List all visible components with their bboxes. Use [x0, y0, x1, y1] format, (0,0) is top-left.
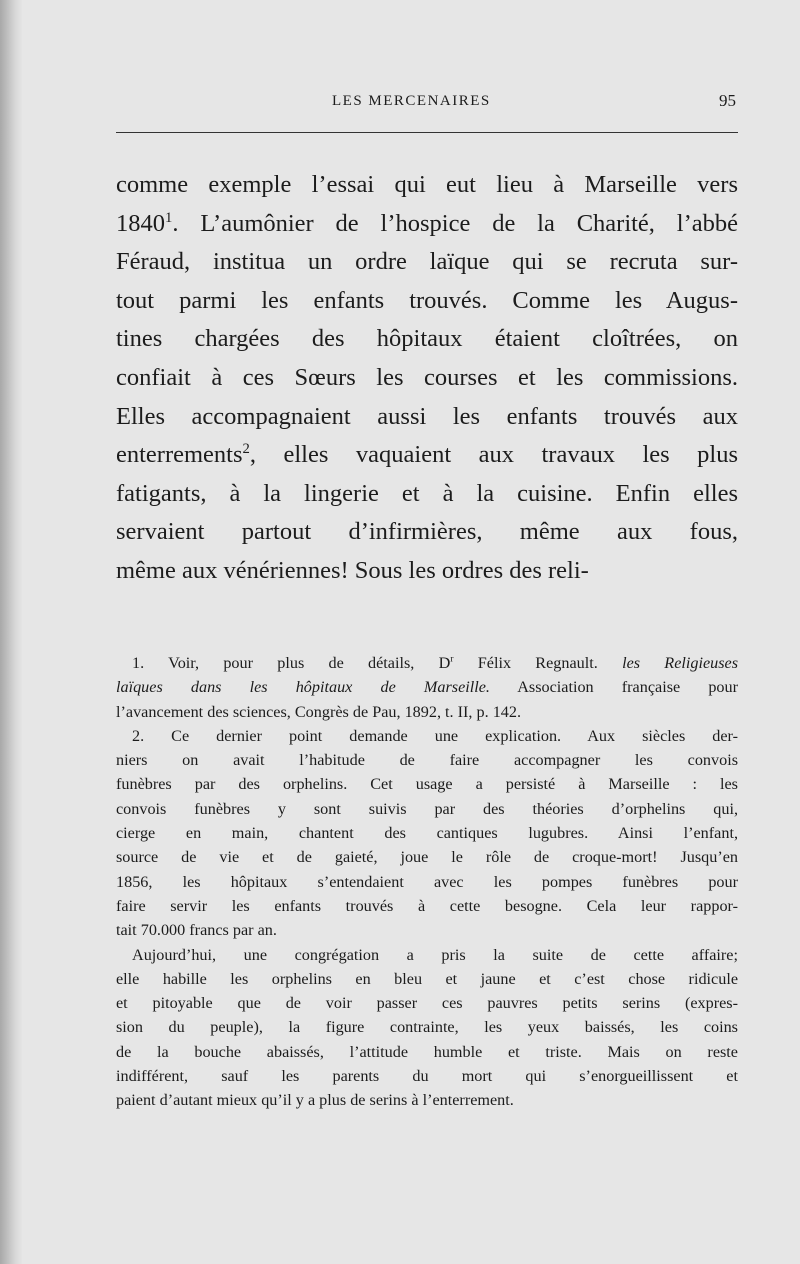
footnote-line: faire servir les enfants trouvés à cette besogne. Cela leur rappor- — [116, 896, 738, 915]
footnote-line: l’avancement des sciences, Congrès de Pau, 1892, t. II, p. 142. — [116, 702, 522, 721]
footnote-line: sion du peuple), la figure contrainte, les yeux baissés, les coins — [116, 1018, 738, 1037]
footnote-text: 1. Voir, pour plus de détails, D — [132, 654, 451, 672]
text-line: servaient partout d’infirmières, même aux fous, — [116, 518, 738, 546]
text-line: Elles accompagnaient aussi les enfants trouvés aux — [116, 402, 738, 430]
text-segment: enterrements — [116, 441, 243, 469]
footnote-italic: laïques dans les hôpitaux de Marseille. — [116, 678, 490, 697]
note-ref: 1 — [165, 209, 173, 226]
text-line: fatigants, à la lingerie et à la cuisine. Enfin elles — [116, 479, 738, 507]
text-line — [116, 436, 738, 475]
running-title: LES MERCENAIRES — [332, 93, 491, 109]
running-head — [116, 91, 736, 115]
text-line: comme exemple l’essai qui eut lieu à Marseille vers — [116, 171, 738, 198]
main-text — [116, 166, 738, 591]
footnote-line: tait 70.000 francs par an. — [116, 921, 277, 940]
footnote-line — [116, 651, 738, 675]
text-segment: , elles vaquaient aux travaux les plus — [249, 441, 738, 469]
footnote-text: Association française pour — [489, 678, 738, 697]
footnote-line: et pitoyable que de voir passer ces pauvres petits serins (expres- — [116, 994, 738, 1013]
footnote-line: 2. Ce dernier point demande une explication. Aux siècles der- — [132, 726, 738, 745]
text-segment: . L’aumônier de l’hospice de la Charité, l’abbé — [172, 209, 738, 237]
footnote-line: source de vie et de gaieté, joue le rôle de croque-mort! Jusqu’en — [116, 848, 738, 867]
footnote-line: funèbres par des orphelins. Cet usage a persisté à Marseille : les — [116, 775, 738, 794]
footnote-line — [116, 675, 738, 699]
text-line: tines chargées des hôpitaux étaient cloîtrées, on — [116, 325, 738, 353]
footnote-line: de la bouche abaissés, l’attitude humble et triste. Mais on reste — [116, 1042, 738, 1061]
text-line: même aux vénériennes! Sous les ordres des reli- — [116, 556, 589, 584]
footnote-line: 1856, les hôpitaux s’entendaient avec les pompes funèbres pour — [116, 872, 738, 891]
footnote-sup: r — [450, 653, 454, 665]
footnote-line: elle habille les orphelins en bleu et jaune et c’est chose ridicule — [116, 969, 738, 988]
page-number: 95 — [719, 91, 736, 110]
text-segment: 1840 — [116, 209, 165, 237]
footnote-line: cierge en main, chantent des cantiques lugubres. Ainsi l’enfant, — [116, 824, 738, 843]
header-rule — [116, 132, 738, 133]
footnote-text: Félix Regnault. — [453, 654, 598, 672]
page-gutter-shadow — [0, 0, 22, 1264]
text-line: Féraud, institua un ordre laïque qui se recruta sur- — [116, 248, 738, 276]
text-line: confiait à ces Sœurs les courses et les commissions. — [116, 363, 738, 391]
footnote-line: Aujourd’hui, une congrégation a pris la suite de cette affaire; — [132, 945, 738, 964]
footnote-line: convois funèbres y sont suivis par des théories d’orphelins qui, — [116, 799, 738, 818]
footnote-line: niers on avait l’habitude de faire accompagner les convois — [116, 751, 738, 770]
note-ref: 2 — [242, 441, 250, 457]
footnote-italic: les Religieuses — [622, 654, 739, 672]
text-line — [116, 205, 738, 244]
text-line: tout parmi les enfants trouvés. Comme les Augus- — [116, 286, 738, 314]
footnote-line: indifférent, sauf les parents du mort qui s’enorgueillissent et — [116, 1067, 738, 1086]
footnotes — [116, 651, 738, 1113]
footnote-line: paient d’autant mieux qu’il y a plus de serins à l’enterrement. — [116, 1091, 514, 1110]
